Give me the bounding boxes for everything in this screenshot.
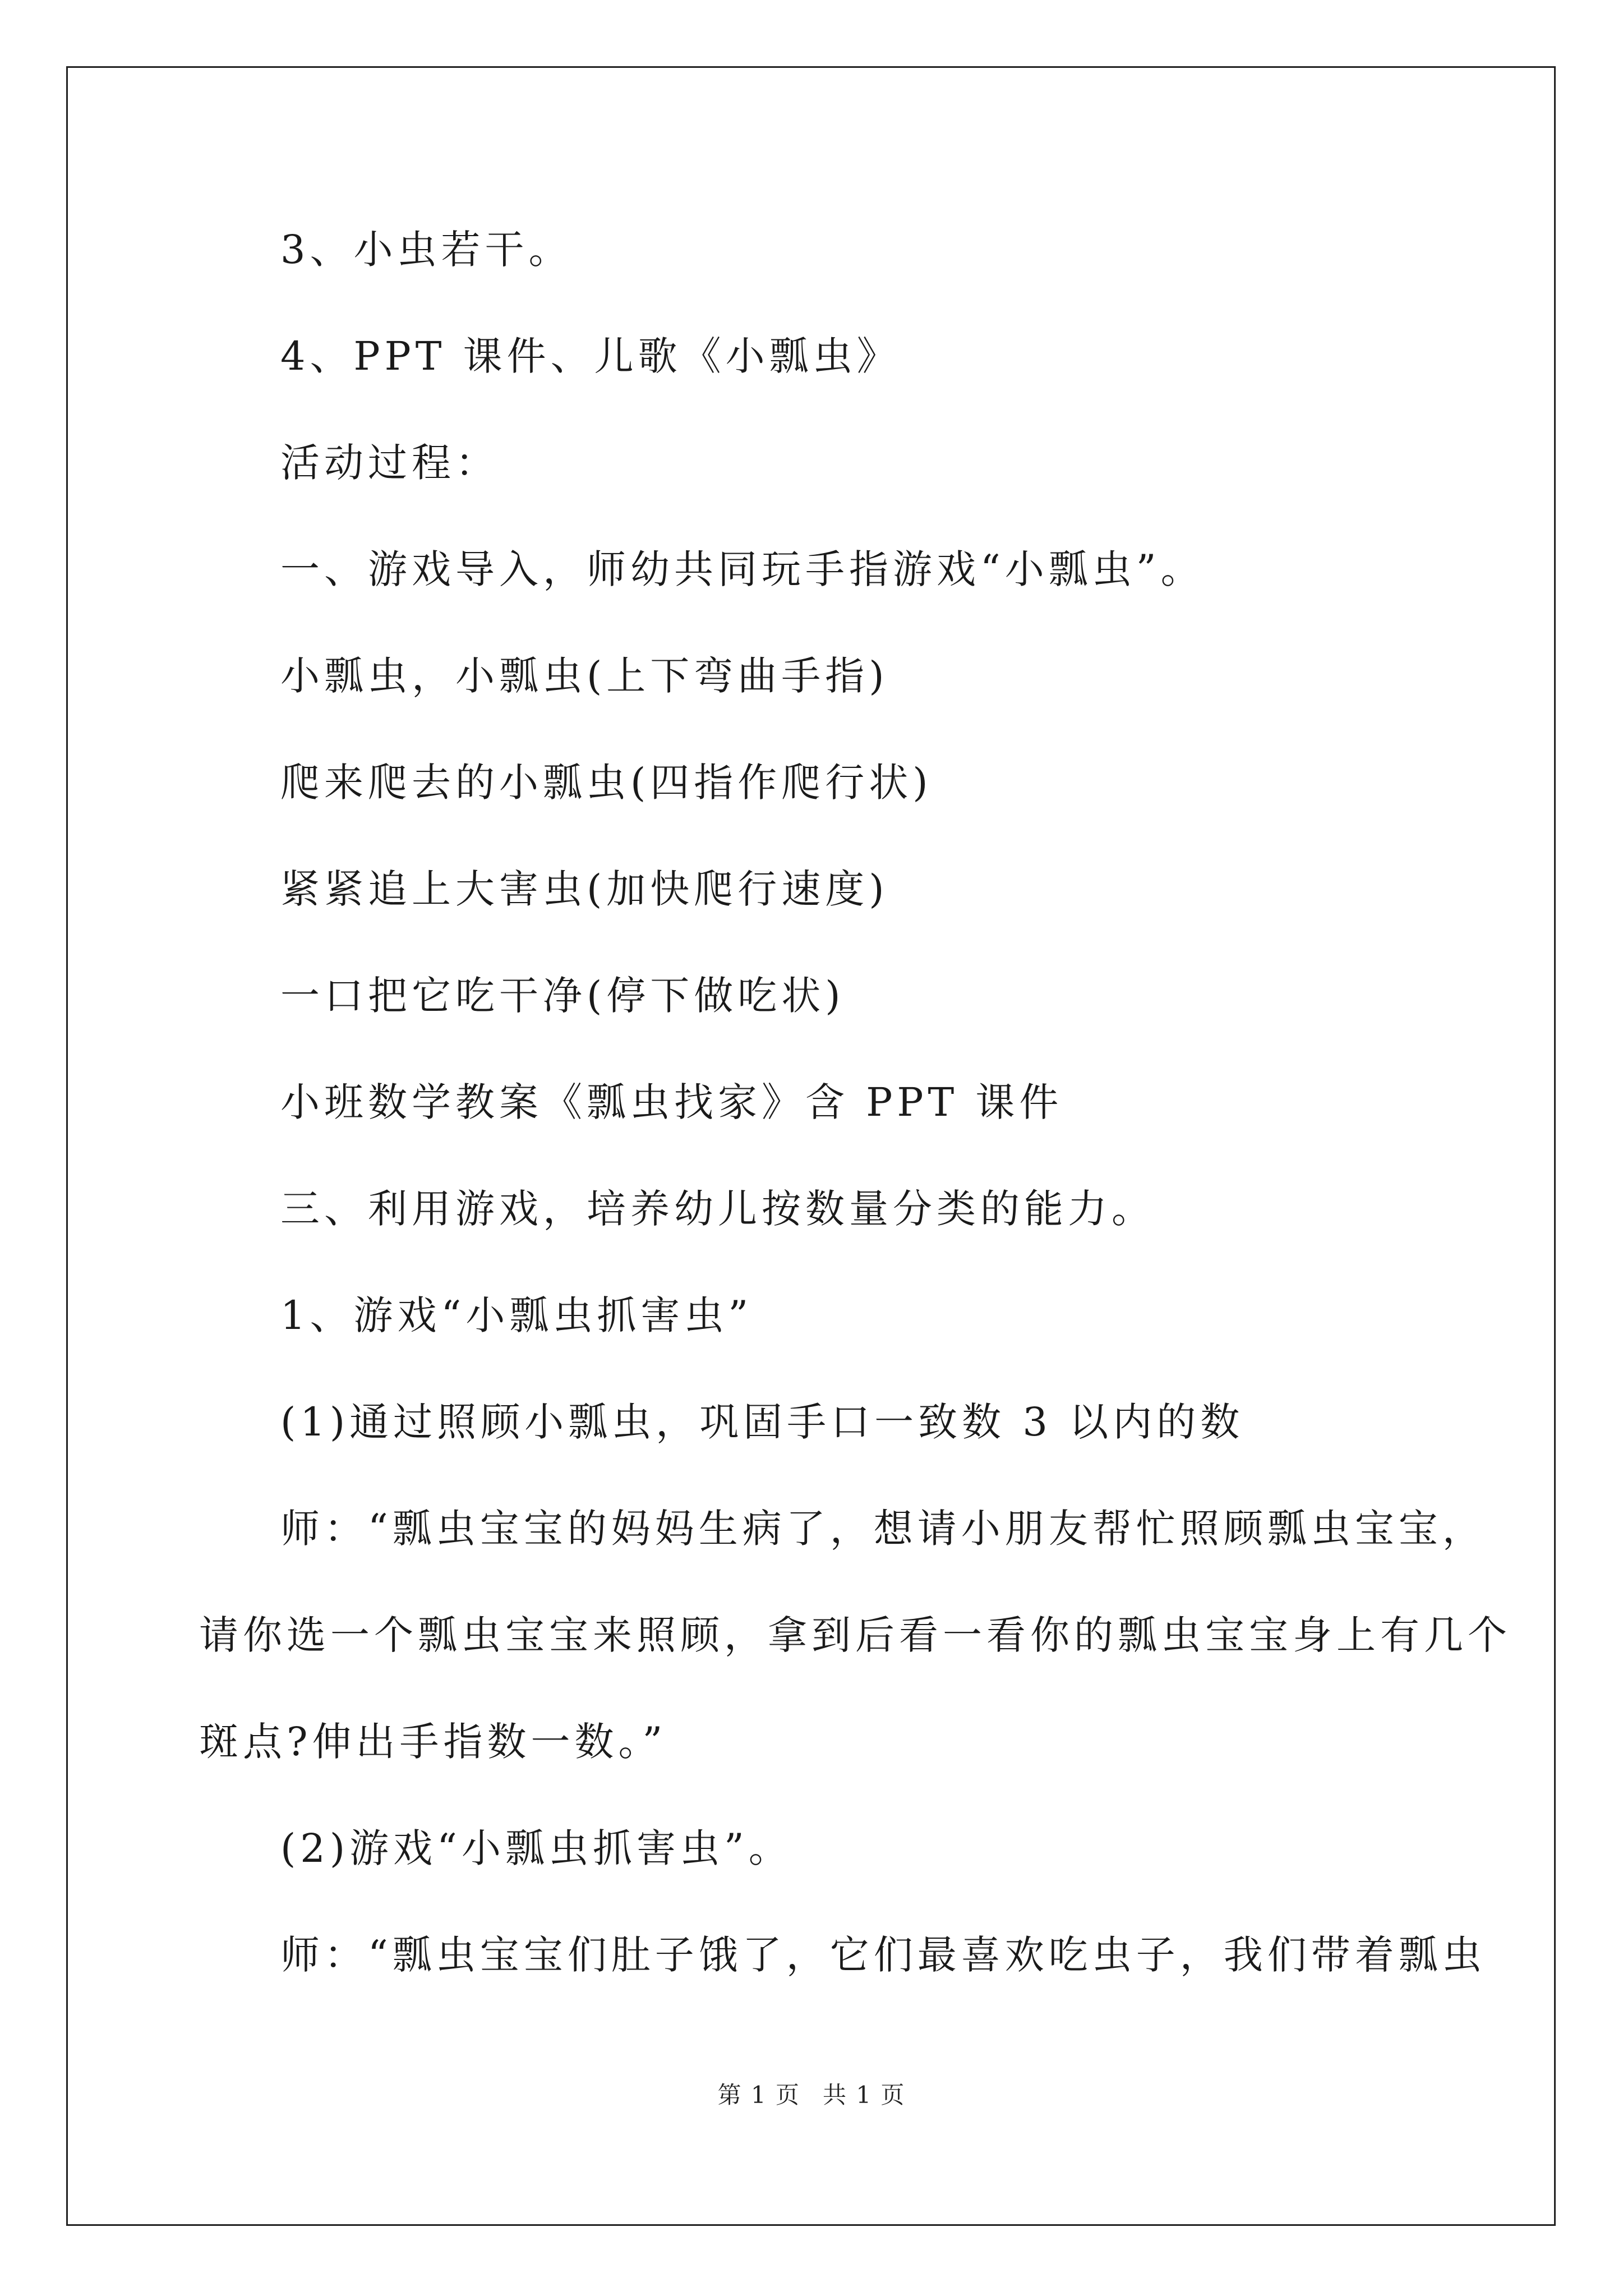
text-line: 请你选一个瓢虫宝宝来照顾，拿到后看一看你的瓢虫宝宝身上有几个 <box>199 1612 1511 1658</box>
text-line: 紧紧追上大害虫(加快爬行速度) <box>280 866 889 912</box>
text-line: 3、小虫若干。 <box>280 227 573 273</box>
text-line: 活动过程： <box>280 440 499 486</box>
text-line: 师：“瓢虫宝宝们肚子饿了，它们最喜欢吃虫子，我们带着瓢虫 <box>280 1932 1486 1978</box>
text-line: 师：“瓢虫宝宝的妈妈生病了，想请小朋友帮忙照顾瓢虫宝宝， <box>280 1506 1486 1552</box>
text-line: 小瓢虫，小瓢虫(上下弯曲手指) <box>280 653 889 699</box>
text-line: 1、游戏“小瓢虫抓害虫” <box>280 1292 753 1338</box>
page-footer <box>0 2078 1623 2112</box>
page-number: 第 1 页 <box>717 2081 800 2109</box>
text-line: 斑点?伸出手指数一数。” <box>199 1719 667 1765</box>
text-line: 一口把它吃干净(停下做吃状) <box>280 973 845 1019</box>
text-line: 一、游戏导入，师幼共同玩手指游戏“小瓢虫”。 <box>280 546 1205 592</box>
text-line: (2)游戏“小瓢虫抓害虫”。 <box>280 1825 792 1871</box>
text-line: 4、PPT 课件、儿歌《小瓢虫》 <box>280 333 901 379</box>
text-line: 爬来爬去的小瓢虫(四指作爬行状) <box>280 760 933 806</box>
page-total: 共 1 页 <box>823 2081 906 2109</box>
text-line: (1)通过照顾小瓢虫，巩固手口一致数 3 以内的数 <box>280 1399 1244 1445</box>
text-line: 小班数学教案《瓢虫找家》含 PPT 课件 <box>280 1079 1063 1125</box>
text-line: 三、利用游戏，培养幼儿按数量分类的能力。 <box>280 1186 1155 1232</box>
